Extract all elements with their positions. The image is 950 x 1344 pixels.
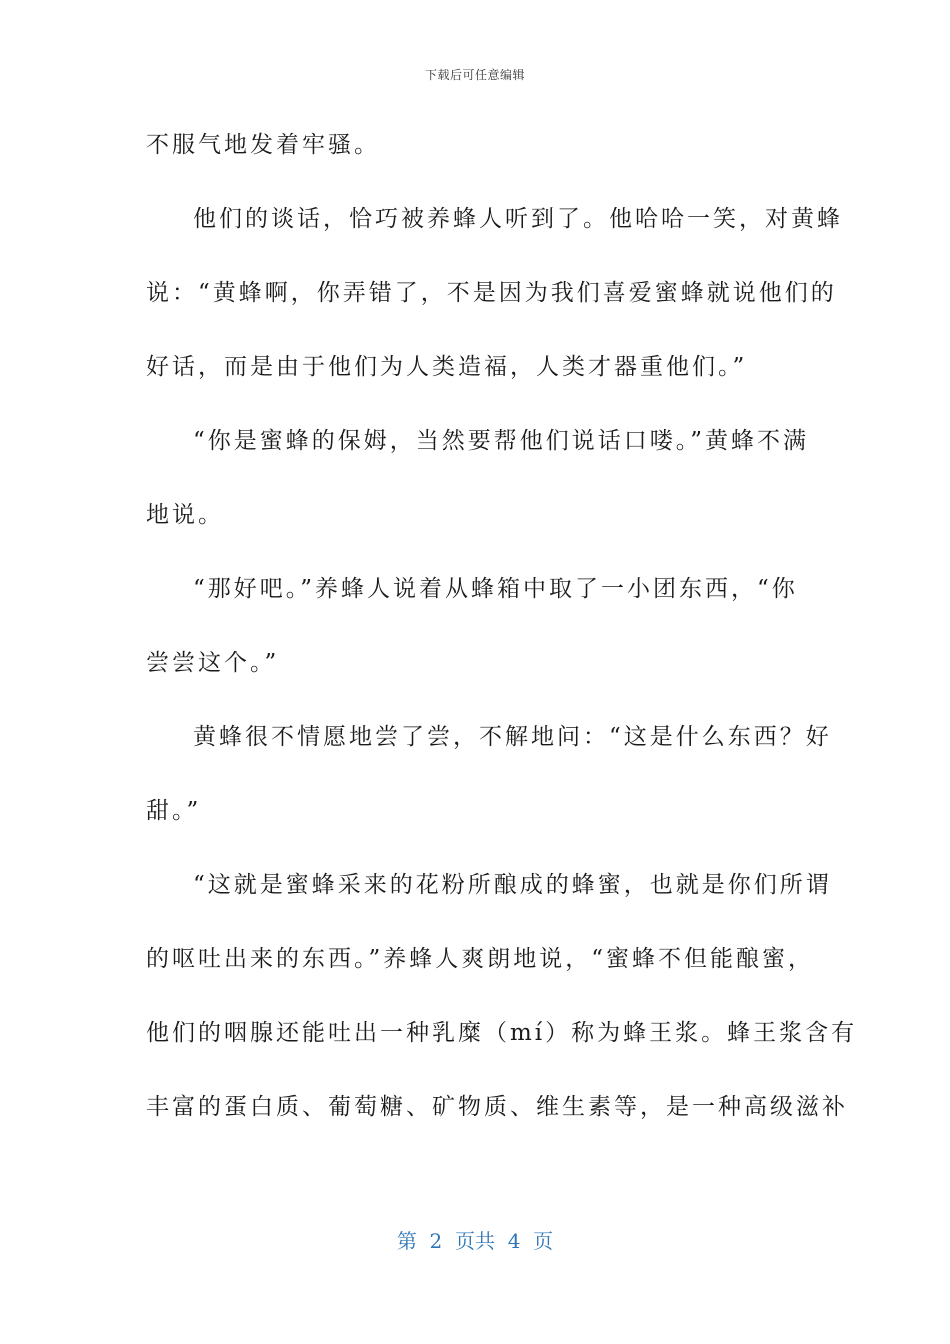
text-line: “那好吧。”养蜂人说着从蜂箱中取了一小团东西，“你 [193, 576, 798, 602]
text-line: 他们的谈话，恰巧被养蜂人听到了。他哈哈一笑，对黄蜂 [193, 206, 843, 232]
page-header-note: 下载后可任意编辑 [424, 68, 525, 82]
document-body [146, 122, 858, 1158]
text-line: 地说。 [146, 502, 224, 528]
text-line: 好话，而是由于他们为人类造福，人类才器重他们。” [146, 354, 748, 380]
text-line: 他们的咽腺还能吐出一种乳糜（mí）称为蜂王浆。蜂王浆含有 [146, 1020, 858, 1046]
text-line: 丰富的蛋白质、葡萄糖、矿物质、维生素等，是一种高级滋补 [146, 1094, 848, 1120]
text-line: 尝尝这个。” [146, 650, 280, 676]
text-line: “你是蜜蜂的保姆，当然要帮他们说话口喽。”黄蜂不满 [193, 428, 810, 454]
text-line: 甜。” [146, 798, 202, 824]
text-line: 说：“黄蜂啊，你弄错了，不是因为我们喜爱蜜蜂就说他们的 [146, 280, 837, 306]
text-line: “这就是蜜蜂采来的花粉所酿成的蜂蜜，也就是你们所谓 [193, 872, 832, 898]
text-line: 黄蜂很不情愿地尝了尝，不解地问：“这是什么东西？好 [193, 724, 832, 750]
text-line: 不服气地发着牢骚。 [146, 132, 380, 158]
text-line: 的呕吐出来的东西。”养蜂人爽朗地说，“蜜蜂不但能酿蜜， [146, 946, 815, 972]
page-number-footer: 第 2 页共 4 页 [396, 1229, 554, 1253]
